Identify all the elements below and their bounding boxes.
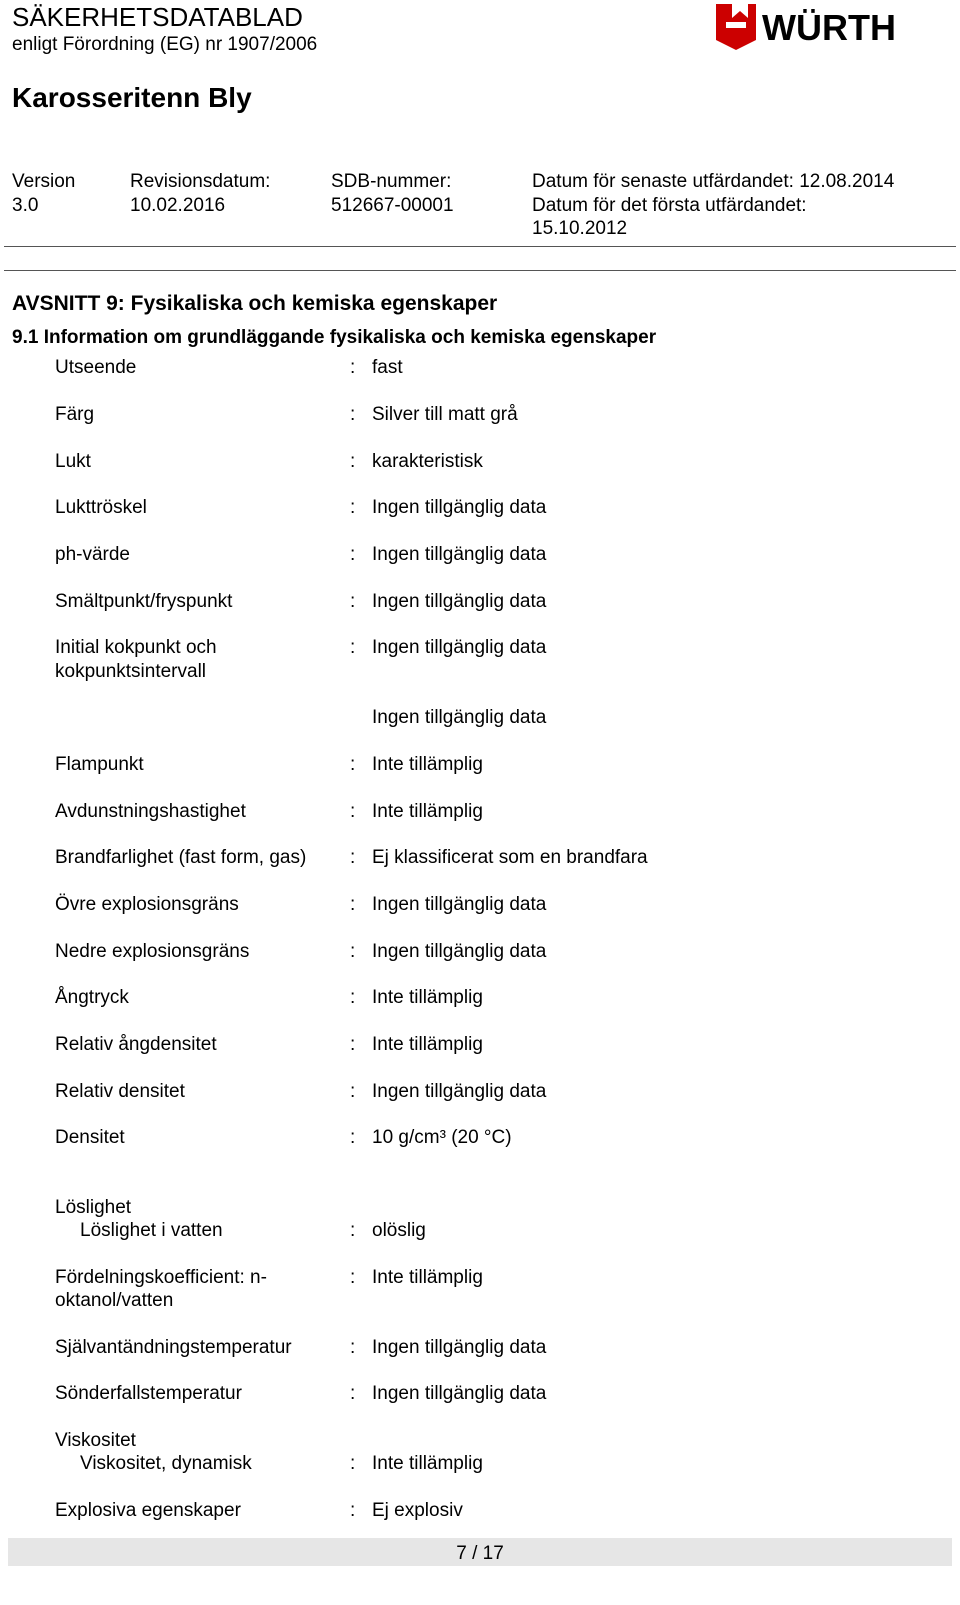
property-value: Ej klassificerat som en brandfara bbox=[372, 847, 648, 868]
colon: : bbox=[350, 1220, 356, 1241]
regulation-subtitle: enligt Förordning (EG) nr 1907/2006 bbox=[12, 34, 318, 55]
colon: : bbox=[350, 1127, 356, 1148]
colon: : bbox=[350, 894, 356, 915]
colon: : bbox=[350, 1081, 356, 1102]
colon: : bbox=[350, 941, 356, 962]
property-value: Inte tillämplig bbox=[372, 754, 483, 775]
property-label: Fördelningskoefficient: n- bbox=[55, 1267, 267, 1288]
property-value: Inte tillämplig bbox=[372, 1034, 483, 1055]
property-label: Ångtryck bbox=[55, 987, 129, 1008]
property-label: Viskositet, dynamisk bbox=[80, 1453, 252, 1474]
property-value: Ingen tillgänglig data bbox=[372, 1383, 547, 1404]
property-label: Lukt bbox=[55, 451, 91, 472]
colon: : bbox=[350, 987, 356, 1008]
property-value: Inte tillämplig bbox=[372, 1267, 483, 1288]
property-label: Brandfarlighet (fast form, gas) bbox=[55, 847, 307, 868]
property-value: Ingen tillgänglig data bbox=[372, 544, 547, 565]
version-label: Version bbox=[12, 171, 76, 192]
property-label: Relativ ångdensitet bbox=[55, 1034, 217, 1055]
section-title: AVSNITT 9: Fysikaliska och kemiska egenskaper bbox=[12, 292, 498, 315]
property-value: Ingen tillgänglig data bbox=[372, 591, 547, 612]
property-label: Utseende bbox=[55, 357, 137, 378]
revision-value: 10.02.2016 bbox=[130, 195, 226, 216]
colon: : bbox=[350, 637, 356, 658]
colon: : bbox=[350, 404, 356, 425]
page-number: 7 / 17 bbox=[456, 1543, 504, 1564]
property-value: 10 g/cm³ (20 °C) bbox=[372, 1127, 512, 1148]
property-label: Flampunkt bbox=[55, 754, 144, 775]
property-value: karakteristisk bbox=[372, 451, 483, 472]
property-value: Silver till matt grå bbox=[372, 404, 518, 425]
first-issued-label: Datum för det första utfärdandet: bbox=[532, 195, 807, 216]
colon: : bbox=[350, 544, 356, 565]
colon: : bbox=[350, 497, 356, 518]
sdb-label: SDB-nummer: bbox=[331, 171, 452, 192]
section-divider bbox=[4, 270, 956, 271]
property-value: Ingen tillgänglig data bbox=[372, 1081, 547, 1102]
property-label: Nedre explosionsgräns bbox=[55, 941, 250, 962]
property-value: Inte tillämplig bbox=[372, 801, 483, 822]
property-label: Övre explosionsgräns bbox=[55, 894, 239, 915]
property-value: Ingen tillgänglig data bbox=[372, 497, 547, 518]
property-label: Densitet bbox=[55, 1127, 125, 1148]
colon: : bbox=[350, 1500, 356, 1521]
property-value: Inte tillämplig bbox=[372, 987, 483, 1008]
property-value: Ingen tillgänglig data bbox=[372, 941, 547, 962]
subsection-title: 9.1 Information om grundläggande fysikaliska och kemiska egenskaper bbox=[12, 327, 657, 348]
property-label: Lukttröskel bbox=[55, 497, 147, 518]
property-group-label: Viskositet bbox=[55, 1430, 136, 1451]
property-label: Löslighet i vatten bbox=[80, 1220, 223, 1241]
property-label: ph-värde bbox=[55, 544, 130, 565]
colon: : bbox=[350, 1383, 356, 1404]
property-label-line2: kokpunktsintervall bbox=[55, 661, 207, 682]
property-value: Ingen tillgänglig data bbox=[372, 894, 547, 915]
property-label: Sönderfallstemperatur bbox=[55, 1383, 242, 1404]
property-label: Relativ densitet bbox=[55, 1081, 185, 1102]
colon: : bbox=[350, 1337, 356, 1358]
property-value: Ej explosiv bbox=[372, 1500, 463, 1521]
colon: : bbox=[350, 1034, 356, 1055]
property-value: olöslig bbox=[372, 1220, 426, 1241]
property-label: Avdunstningshastighet bbox=[55, 801, 246, 822]
property-group-label: Löslighet bbox=[55, 1197, 132, 1218]
property-value: Ingen tillgänglig data bbox=[372, 1337, 547, 1358]
property-label: Explosiva egenskaper bbox=[55, 1500, 241, 1521]
version-value: 3.0 bbox=[12, 195, 39, 216]
property-value: Inte tillämplig bbox=[372, 1453, 483, 1474]
property-value-extra: Ingen tillgänglig data bbox=[372, 707, 547, 728]
sdb-value: 512667-00001 bbox=[331, 195, 454, 216]
last-issued-date: Datum för senaste utfärdandet: 12.08.2014 bbox=[532, 171, 895, 192]
colon: : bbox=[350, 591, 356, 612]
property-value: fast bbox=[372, 357, 403, 378]
property-label-line2: oktanol/vatten bbox=[55, 1290, 174, 1311]
colon: : bbox=[350, 1267, 356, 1288]
property-label: Självantändningstemperatur bbox=[55, 1337, 292, 1358]
document-title: SÄKERHETSDATABLAD bbox=[12, 2, 303, 32]
colon: : bbox=[350, 754, 356, 775]
property-label: Initial kokpunkt och bbox=[55, 637, 217, 658]
product-name: Karosseritenn Bly bbox=[12, 82, 252, 113]
first-issued-value: 15.10.2012 bbox=[532, 218, 628, 239]
brand-wordmark: WÜRTH bbox=[762, 7, 896, 48]
header-divider bbox=[4, 246, 956, 247]
wurth-logo bbox=[714, 2, 934, 52]
colon: : bbox=[350, 801, 356, 822]
colon: : bbox=[350, 451, 356, 472]
property-value: Ingen tillgänglig data bbox=[372, 637, 547, 658]
colon: : bbox=[350, 357, 356, 378]
colon: : bbox=[350, 847, 356, 868]
property-label: Färg bbox=[55, 404, 95, 425]
revision-label: Revisionsdatum: bbox=[130, 171, 271, 192]
colon: : bbox=[350, 1453, 356, 1474]
property-label: Smältpunkt/fryspunkt bbox=[55, 591, 233, 612]
